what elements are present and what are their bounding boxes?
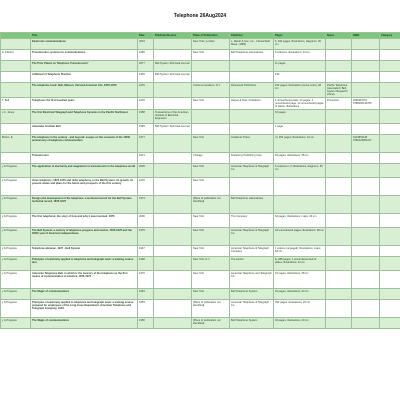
cell-notes[interactable]: [326, 135, 352, 153]
cell-place[interactable]: New York: [192, 50, 230, 61]
cell-category[interactable]: T. Bell: [1, 98, 31, 110]
cell-publisher[interactable]: The Company: [230, 214, 274, 228]
cell-date[interactable]: 1939: [138, 124, 154, 135]
cell-category[interactable]: y & Progress: [1, 196, 31, 214]
cell-pages[interactable]: [274, 196, 326, 214]
cell-place[interactable]: New York: [192, 228, 230, 246]
table-row[interactable]: [1, 300, 400, 318]
cell-source[interactable]: [154, 300, 192, 318]
cell-pages[interactable]: 10 pages: [274, 110, 326, 124]
cell-source[interactable]: [154, 228, 192, 246]
cell-date[interactable]: 1977: [138, 135, 154, 153]
cell-category[interactable]: y & Progress: [1, 257, 31, 271]
cell-place[interactable]: New York: [192, 214, 230, 228]
column-header-extra[interactable]: Category: [380, 33, 400, 39]
cell-isbn[interactable]: [352, 83, 380, 98]
cell-extra[interactable]: [380, 271, 400, 289]
cell-pages[interactable]: 190: [274, 72, 326, 83]
cell-pages[interactable]: 5 volumes; illustrations; 24 cm: [274, 50, 326, 61]
table-row[interactable]: [1, 72, 400, 83]
table-row[interactable]: [1, 135, 400, 153]
cell-place[interactable]: New York: [192, 98, 230, 110]
cell-category[interactable]: y & Progress: [1, 164, 31, 178]
cell-notes[interactable]: [326, 257, 352, 271]
cell-place[interactable]: New York: [192, 289, 230, 300]
cell-place[interactable]: New York, N.Y.: [192, 257, 230, 271]
cell-category[interactable]: y & Progress: [1, 318, 31, 329]
cell-pages[interactable]: xii, 354 pages; illustrations; 24 cm: [274, 135, 326, 153]
cell-publisher[interactable]: American Telephone & Telegraph Co.: [230, 300, 274, 318]
column-header-notes[interactable]: Notes: [326, 33, 352, 39]
cell-place[interactable]: [192, 61, 230, 72]
cell-title[interactable]: Telephone almanac, 1947 - Bell System: [31, 246, 138, 257]
cell-publisher[interactable]: [230, 110, 274, 124]
cell-title[interactable]: Voice telephony: 1876-1976 and radio telephony, in the Bell System: its growth, its present status and plans for the future and prospects of the first century: [31, 178, 138, 196]
cell-extra[interactable]: [380, 228, 400, 246]
cell-title[interactable]: The Bell System: a century of telephone progress and service, 1876-1976 and the 200th year of American independence: [31, 228, 138, 246]
cell-date[interactable]: 1954: [138, 289, 154, 300]
table-row[interactable]: [1, 318, 400, 329]
cell-place[interactable]: [Place of publication not identified]: [192, 196, 230, 214]
cell-extra[interactable]: [380, 164, 400, 178]
cell-category[interactable]: y & Progress: [1, 300, 31, 318]
cell-category[interactable]: y & Progress: [1, 246, 31, 257]
cell-notes[interactable]: [326, 110, 352, 124]
cell-isbn[interactable]: [352, 318, 380, 329]
cell-date[interactable]: 2000: [138, 214, 154, 228]
cell-extra[interactable]: [380, 289, 400, 300]
cell-isbn[interactable]: [352, 164, 380, 178]
table-row[interactable]: [1, 61, 400, 72]
cell-publisher[interactable]: [230, 124, 274, 135]
cell-category[interactable]: in Industry: [1, 50, 31, 61]
cell-source[interactable]: [154, 39, 192, 50]
cell-source[interactable]: Bell System Technical Journal: [154, 124, 192, 135]
cell-notes[interactable]: [326, 178, 352, 196]
cell-category[interactable]: [1, 153, 31, 164]
table-row[interactable]: [1, 153, 400, 164]
cell-date[interactable]: 1976: [138, 83, 154, 98]
cell-extra[interactable]: [380, 110, 400, 124]
cell-category[interactable]: [1, 83, 31, 98]
column-header-date[interactable]: Date: [138, 33, 154, 39]
cell-notes[interactable]: Pacific Telephone Association; Bell System Research Library: [326, 83, 352, 98]
cell-pages[interactable]: 6 volumes in 3; illustrations; diagrams; 25 cm: [274, 164, 326, 178]
cell-isbn[interactable]: [352, 39, 380, 50]
cell-pages[interactable]: 1 volume (unpaged); illustrations; maps; 18 cm: [274, 246, 326, 257]
cell-extra[interactable]: [380, 178, 400, 196]
cell-title[interactable]: The first telephone; the story of how and why it was invented, 1876: [31, 214, 138, 228]
cell-category[interactable]: y & Progress: [1, 228, 31, 246]
cell-extra[interactable]: [380, 61, 400, 72]
table-row[interactable]: [1, 246, 400, 257]
cell-date[interactable]: 1915: [138, 72, 154, 83]
table-body: [1, 39, 400, 329]
cell-source[interactable]: [154, 257, 192, 271]
cell-place[interactable]: [Place of publication not identified]: [192, 300, 230, 318]
cell-source[interactable]: Bell System Technical Journal: [154, 72, 192, 83]
cell-notes[interactable]: [326, 289, 352, 300]
cell-date[interactable]: 1950: [138, 318, 154, 329]
cell-title[interactable]: Transmission: [31, 153, 138, 164]
cell-category[interactable]: y & Progress: [1, 178, 31, 196]
cell-source[interactable]: [154, 196, 192, 214]
cell-extra[interactable]: [380, 135, 400, 153]
cell-publisher[interactable]: Bell Telephone System: [230, 289, 274, 300]
cell-isbn[interactable]: [352, 257, 380, 271]
column-header-pages[interactable]: Pages: [274, 33, 326, 39]
cell-isbn[interactable]: [352, 61, 380, 72]
cell-place[interactable]: New York: [192, 135, 230, 153]
cell-title[interactable]: The telephone book: Bell, Watson, Vail and American Life, 1876-1976: [31, 83, 138, 98]
cell-title[interactable]: American Telephone Bell, in which is the memory of the telephone as the first means of communication in America, 1876-1976: [31, 271, 138, 289]
cell-pages[interactable]: 1 unnumbered plate; 24 pages; 1 unnumbered page; 12 unnumbered pages of plates; illustrations: [274, 98, 326, 110]
cell-source[interactable]: [154, 214, 192, 228]
cell-isbn[interactable]: [352, 110, 380, 124]
cell-date[interactable]: 1976: [138, 228, 154, 246]
cell-isbn[interactable]: [352, 72, 380, 83]
cell-date[interactable]: 1958: [138, 110, 154, 124]
cell-category[interactable]: [1, 124, 31, 135]
table-row[interactable]: [1, 83, 400, 98]
cell-place[interactable]: [192, 110, 230, 124]
cell-place[interactable]: Chicago: [192, 153, 230, 164]
cell-title[interactable]: Electronic communications: [31, 39, 138, 50]
cell-date[interactable]: 2004: [138, 39, 154, 50]
cell-source[interactable]: [154, 50, 192, 61]
cell-title[interactable]: The first Electrical Telegraph and Telephone Systems in the Pacific Northwest: [31, 110, 138, 124]
cell-date[interactable]: 1953: [138, 300, 154, 318]
cell-notes[interactable]: [326, 39, 352, 50]
cell-source[interactable]: [154, 164, 192, 178]
cell-pages[interactable]: 11 pages: [274, 61, 326, 72]
cell-pages[interactable]: 6, 400 pages; illustrations; diagrams; 26 cm: [274, 39, 326, 50]
cell-publisher[interactable]: American Telephone & Telegraph Co.: [230, 164, 274, 178]
cell-category[interactable]: Brown, E.: [1, 135, 31, 153]
cell-extra[interactable]: [380, 246, 400, 257]
cell-date[interactable]: 1947: [138, 246, 154, 257]
cell-date[interactable]: 1965: [138, 50, 154, 61]
table-row[interactable]: [1, 289, 400, 300]
cell-place[interactable]: [192, 72, 230, 83]
cell-source[interactable]: [154, 178, 192, 196]
cell-notes[interactable]: [326, 300, 352, 318]
cell-category[interactable]: [1, 61, 31, 72]
cell-isbn[interactable]: [352, 300, 380, 318]
cell-date[interactable]: 1971: [138, 153, 154, 164]
cell-extra[interactable]: [380, 196, 400, 214]
cell-isbn[interactable]: [352, 153, 380, 164]
cell-pages[interactable]: [274, 178, 326, 196]
cell-category[interactable]: y & Progress: [1, 289, 31, 300]
data-table: [0, 32, 400, 329]
cell-isbn[interactable]: 0060110767 9780060110765: [352, 98, 380, 110]
cell-title[interactable]: The application of electricity and magnetism to transmission in the telephone world: [31, 164, 138, 178]
cell-publisher[interactable]: [230, 178, 274, 196]
cell-extra[interactable]: [380, 39, 400, 50]
cell-pages[interactable]: 153 pages; illustrations (some color); 28 cm: [274, 83, 326, 98]
cell-pages[interactable]: iii, 288 pages; 1 unnumbered leaf of plates; illustrations; 22 cm: [274, 257, 326, 271]
cell-extra[interactable]: [380, 214, 400, 228]
cell-title[interactable]: Design and development of the telephone: a technical record for the Bell System technical record, 1876-1976: [31, 196, 138, 214]
cell-publisher[interactable]: American Telephone and Telegraph Co.: [230, 271, 274, 289]
column-header-isbn[interactable]: ISBN: [352, 33, 380, 39]
cell-notes[interactable]: [326, 271, 352, 289]
cell-extra[interactable]: [380, 300, 400, 318]
cell-place[interactable]: [Place of publication not identified]: [192, 318, 230, 329]
table-row[interactable]: [1, 228, 400, 246]
cell-title[interactable]: Telephone: the first hundred years: [31, 98, 138, 110]
cell-notes[interactable]: [326, 50, 352, 61]
cell-category[interactable]: y & Progress: [1, 214, 31, 228]
cell-extra[interactable]: [380, 50, 400, 61]
table-row[interactable]: [1, 257, 400, 271]
cell-notes[interactable]: [326, 153, 352, 164]
cell-title[interactable]: Principles of electricity applied to telephone and telegraph work: a training course text: [31, 257, 138, 271]
cell-source[interactable]: [154, 153, 192, 164]
cell-place[interactable]: New York: [192, 271, 230, 289]
cell-pages[interactable]: 32 pages; illustrations; 23 cm: [274, 318, 326, 329]
cell-publisher[interactable]: Telephony Publishing Corp.: [230, 153, 274, 164]
cell-date[interactable]: 2006: [138, 164, 154, 178]
cell-extra[interactable]: [380, 124, 400, 135]
cell-isbn[interactable]: [352, 271, 380, 289]
cell-isbn[interactable]: [352, 214, 380, 228]
cell-source[interactable]: Transactions of the American Institute of Electrical Engineers: [154, 110, 192, 124]
cell-title[interactable]: A Manual of Telephone Practice: [31, 72, 138, 83]
cell-source[interactable]: [154, 318, 192, 329]
table-row[interactable]: [1, 98, 400, 110]
cell-pages[interactable]: 24 unnumbered pages; illustrations; 28 cm: [274, 228, 326, 246]
cell-pages[interactable]: 332 pages; illustrations; 23 cm: [274, 300, 326, 318]
cell-category[interactable]: [1, 39, 31, 50]
cell-isbn[interactable]: 0123951135 9780123951137: [352, 135, 380, 153]
table-row[interactable]: [1, 124, 400, 135]
table-row[interactable]: [1, 164, 400, 178]
cell-publisher[interactable]: Bell Telephone Laboratories: [230, 196, 274, 214]
cell-publisher[interactable]: The Author: [230, 257, 274, 271]
table-row[interactable]: [1, 178, 400, 196]
cell-title[interactable]: The Magic of communications: [31, 318, 138, 329]
cell-notes[interactable]: [326, 214, 352, 228]
cell-extra[interactable]: [380, 318, 400, 329]
cell-isbn[interactable]: [352, 289, 380, 300]
cell-publisher[interactable]: Riverwood Publishers: [230, 83, 274, 98]
cell-pages[interactable]: 15 pages; illustrations; 28 cm: [274, 271, 326, 289]
cell-notes[interactable]: [326, 61, 352, 72]
cell-isbn[interactable]: [352, 196, 380, 214]
cell-source[interactable]: [154, 135, 192, 153]
cell-category[interactable]: [1, 72, 31, 83]
cell-source[interactable]: [154, 83, 192, 98]
cell-title[interactable]: Transmission systems for communications: [31, 50, 138, 61]
cell-extra[interactable]: [380, 72, 400, 83]
cell-extra[interactable]: [380, 83, 400, 98]
cell-notes[interactable]: [326, 246, 352, 257]
cell-category[interactable]: y & Progress: [1, 271, 31, 289]
cell-date[interactable]: 1974: [138, 196, 154, 214]
cell-notes[interactable]: [326, 72, 352, 83]
cell-source[interactable]: [154, 98, 192, 110]
cell-publisher[interactable]: L. Marsh & Son, Inc., Chesterfield Mass. (1883): [230, 39, 274, 50]
column-header-source[interactable]: Publisher/Source: [154, 33, 192, 39]
cell-place[interactable]: Croton-on-Hudson, N.Y.: [192, 83, 230, 98]
cell-isbn[interactable]: [352, 124, 380, 135]
cell-date[interactable]: 1976: [138, 178, 154, 196]
table-row[interactable]: [1, 50, 400, 61]
cell-notes[interactable]: [326, 318, 352, 329]
column-header-title[interactable]: Title: [31, 33, 138, 39]
cell-notes[interactable]: [326, 196, 352, 214]
cell-title[interactable]: The Magic of communications: [31, 289, 138, 300]
cell-isbn[interactable]: [352, 228, 380, 246]
cell-notes[interactable]: [326, 228, 352, 246]
cell-notes[interactable]: [326, 124, 352, 135]
cell-title[interactable]: The Prior Patent on Telephone Transmission?: [31, 61, 138, 72]
cell-pages[interactable]: 1 page: [274, 124, 326, 135]
table-row[interactable]: [1, 196, 400, 214]
cell-isbn[interactable]: [352, 50, 380, 61]
cell-extra[interactable]: [380, 98, 400, 110]
cell-publisher[interactable]: [230, 61, 274, 72]
cell-pages[interactable]: 63 pages; illustrations; 28 cm: [274, 153, 326, 164]
cell-extra[interactable]: [380, 153, 400, 164]
cell-publisher[interactable]: American Telephone & Telegraph Company: [230, 246, 274, 257]
table-row[interactable]: [1, 271, 400, 289]
cell-source[interactable]: [154, 246, 192, 257]
cell-pages[interactable]: 64 pages; illustrations; maps; 24 cm: [274, 214, 326, 228]
cell-publisher[interactable]: American Telephone & Telegraph Co.: [230, 228, 274, 246]
cell-extra[interactable]: [380, 257, 400, 271]
cell-date[interactable]: 1976: [138, 98, 154, 110]
cell-publisher[interactable]: Bell Telephone System: [230, 318, 274, 329]
cell-place[interactable]: New York | London: [192, 39, 230, 50]
cell-notes[interactable]: Promotion: [326, 98, 352, 110]
cell-publisher[interactable]: Harper & Row, Publishers: [230, 98, 274, 110]
cell-place[interactable]: New York: [192, 164, 230, 178]
cell-isbn[interactable]: [352, 246, 380, 257]
cell-place[interactable]: New York: [192, 178, 230, 196]
cell-title[interactable]: Alexander Graham Bell: [31, 124, 138, 135]
cell-publisher[interactable]: [230, 72, 274, 83]
cell-source[interactable]: [154, 271, 192, 289]
table-row[interactable]: [1, 110, 400, 124]
cell-place[interactable]: New York: [192, 246, 230, 257]
cell-place[interactable]: [192, 124, 230, 135]
cell-title[interactable]: The telephone in the century - and beyond: essays on the occasion of the 100th anniversary of telephone communication: [31, 135, 138, 153]
cell-date[interactable]: 1877: [138, 61, 154, 72]
cell-category[interactable]: x.C. Jones: [1, 110, 31, 124]
cell-source[interactable]: Bell System Technical Journal: [154, 61, 192, 72]
table-row[interactable]: [1, 39, 400, 50]
cell-title[interactable]: Principles of electricity applied to telephone and telegraph work: a training course prepared for employees of the Long Lines Department, American Telephone and Telegraph Company, 1953: [31, 300, 138, 318]
column-header-publisher[interactable]: Publisher: [230, 33, 274, 39]
cell-source[interactable]: [154, 289, 192, 300]
page-title: Telephone 26Aug2024: [173, 13, 227, 19]
cell-notes[interactable]: [326, 164, 352, 178]
cell-publisher[interactable]: Bell Telephone Laboratories: [230, 50, 274, 61]
cell-publisher[interactable]: Academic Press: [230, 135, 274, 153]
cell-date[interactable]: 1976: [138, 271, 154, 289]
column-header-place[interactable]: Place of Publication: [192, 33, 230, 39]
table-row[interactable]: [1, 214, 400, 228]
cell-pages[interactable]: 32 pages; illustrations; 23 cm: [274, 289, 326, 300]
cell-isbn[interactable]: [352, 178, 380, 196]
cell-date[interactable]: 1938: [138, 257, 154, 271]
